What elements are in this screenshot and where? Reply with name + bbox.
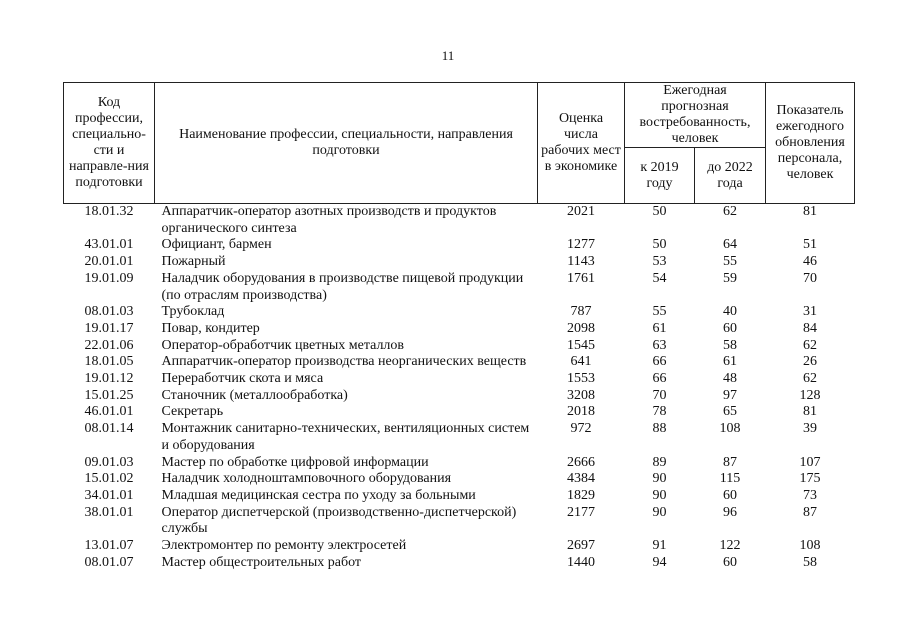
row-code: 15.01.25 — [84, 387, 134, 403]
row-jobs: 2697 — [567, 538, 595, 554]
row-demand-2022: 60 — [723, 554, 737, 570]
row-jobs: 2666 — [567, 454, 595, 470]
row-renewal: 81 — [803, 404, 817, 420]
header-demand-2022: до 2022 года — [695, 148, 766, 204]
row-code: 08.01.03 — [84, 304, 134, 320]
table-row — [64, 538, 855, 555]
row-name: Аппаратчик-оператор производства неорганических веществ — [161, 354, 527, 370]
table-row — [64, 404, 855, 421]
row-jobs: 4384 — [567, 471, 595, 487]
row-demand-2022: 59 — [723, 270, 737, 286]
row-renewal: 39 — [803, 421, 817, 437]
table-row — [64, 388, 855, 405]
row-name: Официант, бармен — [161, 237, 272, 253]
row-name: Электромонтер по ремонту электросетей — [161, 538, 407, 554]
row-name: Наладчик холодноштамповочного оборудования — [161, 471, 452, 487]
professions-table — [63, 82, 855, 571]
row-demand-2019: 89 — [652, 454, 667, 470]
row-jobs: 1277 — [567, 237, 595, 253]
row-demand-2022: 122 — [719, 538, 741, 554]
row-name: Мастер по обработке цифровой информации — [161, 454, 429, 470]
table-row — [64, 555, 855, 572]
row-code: 08.01.07 — [84, 554, 134, 570]
row-demand-2019: 91 — [652, 538, 667, 554]
row-demand-2022: 97 — [723, 387, 737, 403]
row-demand-2019: 61 — [652, 320, 667, 336]
row-jobs: 1143 — [567, 254, 595, 270]
row-name: Станочник (металлообработка) — [161, 387, 348, 403]
row-renewal: 108 — [799, 538, 821, 554]
row-name: Аппаратчик-оператор азотных производств и продуктов органического синтеза — [161, 204, 497, 236]
table-row — [64, 271, 855, 304]
table-row — [64, 471, 855, 488]
row-renewal: 62 — [803, 337, 817, 353]
row-demand-2019: 66 — [652, 354, 667, 370]
row-jobs: 972 — [570, 421, 592, 437]
row-renewal: 26 — [803, 354, 817, 370]
table-header — [64, 83, 855, 204]
row-jobs: 2021 — [567, 204, 595, 219]
table-row — [64, 505, 855, 538]
row-jobs: 1545 — [567, 337, 595, 353]
row-demand-2019: 63 — [652, 337, 667, 353]
row-renewal: 107 — [799, 454, 821, 470]
row-renewal: 62 — [803, 371, 817, 387]
row-jobs: 787 — [570, 304, 592, 320]
header-renewal: Показатель ежегодного обновления персонала, человек — [766, 83, 855, 204]
row-renewal: 81 — [803, 204, 817, 219]
row-demand-2022: 40 — [723, 304, 737, 320]
row-name: Оператор диспетчерской (производственно-диспетчерской) службы — [161, 504, 517, 537]
row-demand-2019: 53 — [652, 254, 667, 270]
table-body — [64, 204, 855, 572]
row-demand-2022: 61 — [723, 354, 737, 370]
row-name: Наладчик оборудования в производстве пищевой продукции (по отраслям производства) — [161, 270, 524, 303]
row-demand-2022: 65 — [723, 404, 737, 420]
row-code: 08.01.14 — [84, 421, 134, 437]
row-code: 18.01.05 — [84, 354, 134, 370]
row-code: 19.01.12 — [84, 371, 134, 387]
table-row — [64, 204, 855, 238]
row-code: 15.01.02 — [84, 471, 134, 487]
row-demand-2019: 66 — [652, 371, 667, 387]
row-demand-2022: 96 — [723, 504, 737, 520]
row-jobs: 1440 — [567, 554, 595, 570]
row-demand-2019: 94 — [652, 554, 667, 570]
row-demand-2022: 108 — [719, 421, 741, 437]
row-jobs: 1829 — [567, 487, 595, 503]
row-code: 38.01.01 — [84, 504, 134, 520]
table-row — [64, 354, 855, 371]
row-name: Секретарь — [161, 404, 224, 420]
row-demand-2022: 64 — [723, 237, 737, 253]
row-renewal: 70 — [803, 270, 817, 286]
header-demand: Ежегодная прогнозная востребованность, человек — [625, 83, 766, 148]
row-demand-2022: 60 — [723, 320, 737, 336]
row-demand-2019: 90 — [652, 504, 667, 520]
row-demand-2022: 115 — [719, 471, 741, 487]
row-renewal: 31 — [803, 304, 817, 320]
row-code: 13.01.07 — [84, 538, 134, 554]
row-demand-2019: 90 — [652, 487, 667, 503]
row-name: Трубоклад — [161, 304, 225, 320]
row-name: Переработчик скота и мяса — [161, 371, 324, 387]
row-demand-2019: 50 — [652, 237, 667, 253]
table-row — [64, 455, 855, 472]
page-number: 11 — [441, 48, 455, 63]
header-name: Наименование профессии, специальности, направления подготовки — [155, 83, 538, 204]
row-name: Мастер общестроительных работ — [161, 554, 362, 570]
table-row — [64, 321, 855, 338]
row-name: Повар, кондитер — [161, 320, 260, 336]
row-demand-2019: 70 — [652, 387, 667, 403]
row-renewal: 128 — [799, 387, 821, 403]
row-code: 34.01.01 — [84, 487, 134, 503]
table-row — [64, 304, 855, 321]
row-code: 43.01.01 — [84, 237, 134, 253]
row-demand-2019: 90 — [652, 471, 667, 487]
header-code: Код профессии, специально-сти и направле-ния подготовки — [64, 83, 155, 204]
row-renewal: 51 — [803, 237, 817, 253]
row-code: 09.01.03 — [84, 454, 134, 470]
row-demand-2022: 60 — [723, 487, 737, 503]
row-name: Монтажник санитарно-технических, вентиляционных систем и оборудования — [161, 421, 530, 453]
row-demand-2022: 48 — [723, 371, 737, 387]
row-code: 18.01.32 — [84, 204, 134, 219]
row-renewal: 87 — [803, 504, 817, 520]
table-row — [64, 488, 855, 505]
row-jobs: 2098 — [567, 320, 595, 336]
row-code: 19.01.17 — [84, 320, 134, 336]
row-demand-2019: 54 — [652, 270, 667, 286]
row-code: 46.01.01 — [84, 404, 134, 420]
row-name: Младшая медицинская сестра по уходу за больными — [161, 487, 476, 503]
row-name: Пожарный — [161, 254, 226, 270]
table-row — [64, 421, 855, 454]
table-row — [64, 254, 855, 271]
row-code: 22.01.06 — [84, 337, 134, 353]
row-renewal: 73 — [803, 487, 817, 503]
row-renewal: 58 — [803, 554, 817, 570]
row-demand-2022: 55 — [723, 254, 737, 270]
table-row — [64, 371, 855, 388]
row-jobs: 1553 — [567, 371, 595, 387]
row-demand-2022: 62 — [723, 204, 737, 219]
row-demand-2019: 78 — [652, 404, 667, 420]
row-code: 20.01.01 — [84, 254, 134, 270]
row-renewal: 46 — [803, 254, 817, 270]
header-jobs: Оценка числа рабочих мест в экономике — [538, 83, 625, 204]
row-jobs: 2177 — [567, 504, 595, 520]
table-row — [64, 237, 855, 254]
row-demand-2022: 58 — [723, 337, 737, 353]
row-demand-2022: 87 — [723, 454, 737, 470]
header-demand-2019: к 2019 году — [625, 148, 695, 204]
row-renewal: 175 — [799, 471, 821, 487]
row-jobs: 641 — [570, 354, 592, 370]
row-renewal: 84 — [803, 320, 817, 336]
row-jobs: 2018 — [567, 404, 595, 420]
row-code: 19.01.09 — [84, 270, 134, 286]
row-demand-2019: 50 — [652, 204, 667, 219]
row-demand-2019: 88 — [652, 421, 667, 437]
row-jobs: 1761 — [567, 270, 595, 286]
row-name: Оператор-обработчик цветных металлов — [161, 337, 405, 353]
row-jobs: 3208 — [567, 387, 595, 403]
row-demand-2019: 55 — [652, 304, 667, 320]
table-row — [64, 338, 855, 355]
